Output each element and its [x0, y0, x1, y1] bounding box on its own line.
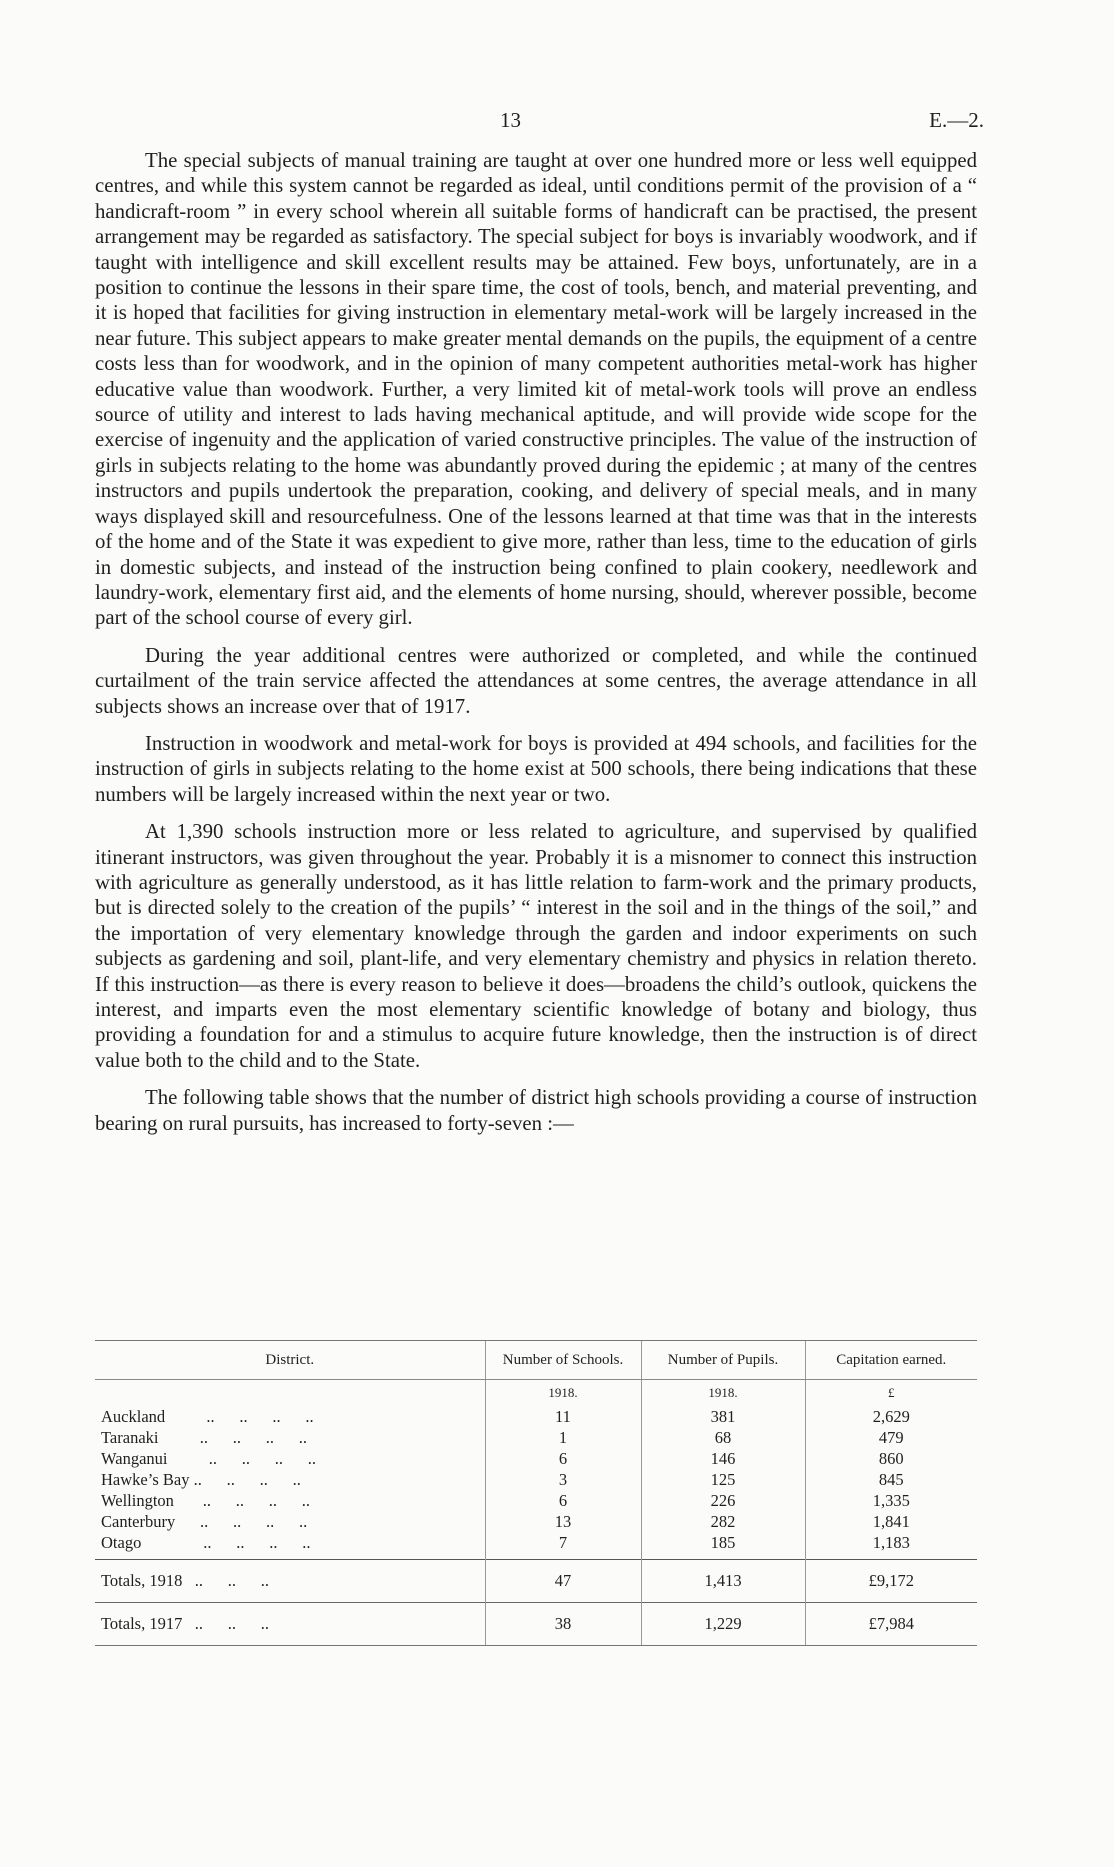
- page-number: 13: [500, 108, 521, 132]
- header-capitation: Capitation earned.: [805, 1341, 977, 1380]
- units-cell: [95, 1380, 485, 1407]
- units-cell: £: [805, 1380, 977, 1407]
- units-row: [95, 1380, 977, 1407]
- pupils-cell: 185: [641, 1532, 805, 1553]
- capitation-cell: 1,183: [805, 1532, 977, 1553]
- schools-cell: 1: [485, 1427, 641, 1448]
- header-schools: Number of Schools.: [485, 1341, 641, 1380]
- table-row: [95, 1469, 977, 1490]
- schools-cell: 6: [485, 1448, 641, 1469]
- table-row: [95, 1448, 977, 1469]
- table-row: [95, 1532, 977, 1553]
- pupils-cell: 226: [641, 1490, 805, 1511]
- district-cell: Auckland .. .. .. ..: [101, 1407, 314, 1426]
- header-district: District.: [95, 1341, 485, 1380]
- paragraph-centres: During the year additional centres were authorized or completed, and while the continued curtailment of the train service affected the attendances at some centres, the average attendance in all subjects shows an increase over that of 1917.: [95, 643, 977, 718]
- table-row: [95, 1406, 977, 1427]
- pupils-cell: 68: [641, 1427, 805, 1448]
- district-cell: Taranaki .. .. .. ..: [101, 1428, 307, 1447]
- units-cell: 1918.: [485, 1380, 641, 1407]
- schools-cell: 13: [485, 1511, 641, 1532]
- pupils-cell: 381: [641, 1406, 805, 1427]
- totals-schools: 38: [485, 1603, 641, 1646]
- capitation-cell: 1,841: [805, 1511, 977, 1532]
- capitation-cell: 845: [805, 1469, 977, 1490]
- district-high-schools-table: [95, 1340, 977, 1646]
- totals-1917-row: [95, 1603, 977, 1646]
- paragraph-manual-training: The special subjects of manual training are taught at over one hundred more or less well equipped centres, and while this system cannot be regarded as ideal, until conditions permit of the provision of a “ handicraft-room ” in every school wherein all suitable forms of handicraft can be practised, the present arrangement may be regarded as satisfactory. The special subject for boys is invariably woodwork, and if taught with intelligence and skill excellent results may be attained. Few boys, unfortunately, are in a position to continue the lessons in their spare time, the cost of tools, bench, and material preventing, and it is hoped that facilities for giving instruction in elementary metal-work will be largely increased in the near future. This subject appears to make greater mental demands on the pupils, the equipment of a centre costs less than for woodwork, and in the opinion of many competent authorities metal-work has higher educative value than woodwork. Further, a very limited kit of metal-work tools will prove an endless source of utility and interest to lads having mechanical aptitude, and will provide wide scope for the exercise of ingenuity and the application of varied constructive principles. The value of the instruction of girls in subjects relating to the home was abundantly proved during the epidemic ; at many of the centres instructors and pupils undertook the preparation, cooking, and delivery of special meals, and in many ways displayed skill and resourcefulness. One of the lessons learned at that time was that in the interests of the home and of the State it was expedient to give more, rather than less, time to the education of girls in domestic subjects, and instead of the instruction being confined to plain cookery, needlework and laundry-work, elementary first aid, and the elements of home nursing, should, wherever possible, become part of the school course of every girl.: [95, 149, 977, 630]
- totals-capitation: £9,172: [805, 1560, 977, 1603]
- district-cell: Hawke’s Bay .. .. .. ..: [101, 1470, 301, 1489]
- totals-pupils: 1,413: [641, 1560, 805, 1603]
- district-cell: Otago .. .. .. ..: [101, 1533, 311, 1552]
- capitation-cell: 479: [805, 1427, 977, 1448]
- district-cell: Canterbury .. .. .. ..: [101, 1512, 308, 1531]
- table-header-row: [95, 1341, 977, 1380]
- totals-1918-row: [95, 1560, 977, 1603]
- pupils-cell: 125: [641, 1469, 805, 1490]
- body-text: [95, 148, 977, 1148]
- pupils-cell: 146: [641, 1448, 805, 1469]
- schools-cell: 7: [485, 1532, 641, 1553]
- totals-schools: 47: [485, 1560, 641, 1603]
- district-cell: Wanganui .. .. .. ..: [101, 1449, 316, 1468]
- totals-pupils: 1,229: [641, 1603, 805, 1646]
- capitation-cell: 860: [805, 1448, 977, 1469]
- schools-cell: 11: [485, 1406, 641, 1427]
- schools-cell: 3: [485, 1469, 641, 1490]
- header-pupils: Number of Pupils.: [641, 1341, 805, 1380]
- table-row: [95, 1490, 977, 1511]
- totals-capitation: £7,984: [805, 1603, 977, 1646]
- capitation-cell: 1,335: [805, 1490, 977, 1511]
- paragraph-agriculture: At 1,390 schools instruction more or less related to agriculture, and supervised by qualified itinerant instructors, was given throughout the year. Probably it is a misnomer to connect this instruction with agriculture as generally understood, as it has little relation to farm-work and the primary products, but is directed solely to the creation of the pupils’ “ interest in the soil and in the things of the soil,” and the importation of very elementary knowledge through the garden and indoor experiments on such subjects as gardening and soil, plant-life, and very elementary chemistry and physics in relation thereto. If this instruction—as there is every reason to believe it does—broadens the child’s outlook, quickens the interest, and imparts even the most elementary scientific knowledge of botany and biology, thus providing a foundation for and a stimulus to acquire future knowledge, then the instruction is of direct value both to the child and to the State.: [95, 820, 977, 1072]
- capitation-cell: 2,629: [805, 1406, 977, 1427]
- district-cell: Wellington .. .. .. ..: [101, 1491, 311, 1510]
- totals-label: Totals, 1917 .. .. ..: [95, 1603, 485, 1646]
- table-row: [95, 1427, 977, 1448]
- paragraph-table-intro: The following table shows that the number of district high schools providing a course of instruction bearing on rural pursuits, has increased to forty-seven :—: [95, 1086, 977, 1135]
- page-header: [0, 108, 1114, 138]
- series-code: E.—2.: [929, 108, 984, 132]
- table-row: [95, 1511, 977, 1532]
- pupils-cell: 282: [641, 1511, 805, 1532]
- units-cell: 1918.: [641, 1380, 805, 1407]
- paragraph-woodwork-schools: Instruction in woodwork and metal-work for boys is provided at 494 schools, and facilities for the instruction of girls in subjects relating to the home exist at 500 schools, there being indications that these numbers will be largely increased within the next year or two.: [95, 731, 977, 806]
- totals-label: Totals, 1918 .. .. ..: [95, 1560, 485, 1603]
- schools-cell: 6: [485, 1490, 641, 1511]
